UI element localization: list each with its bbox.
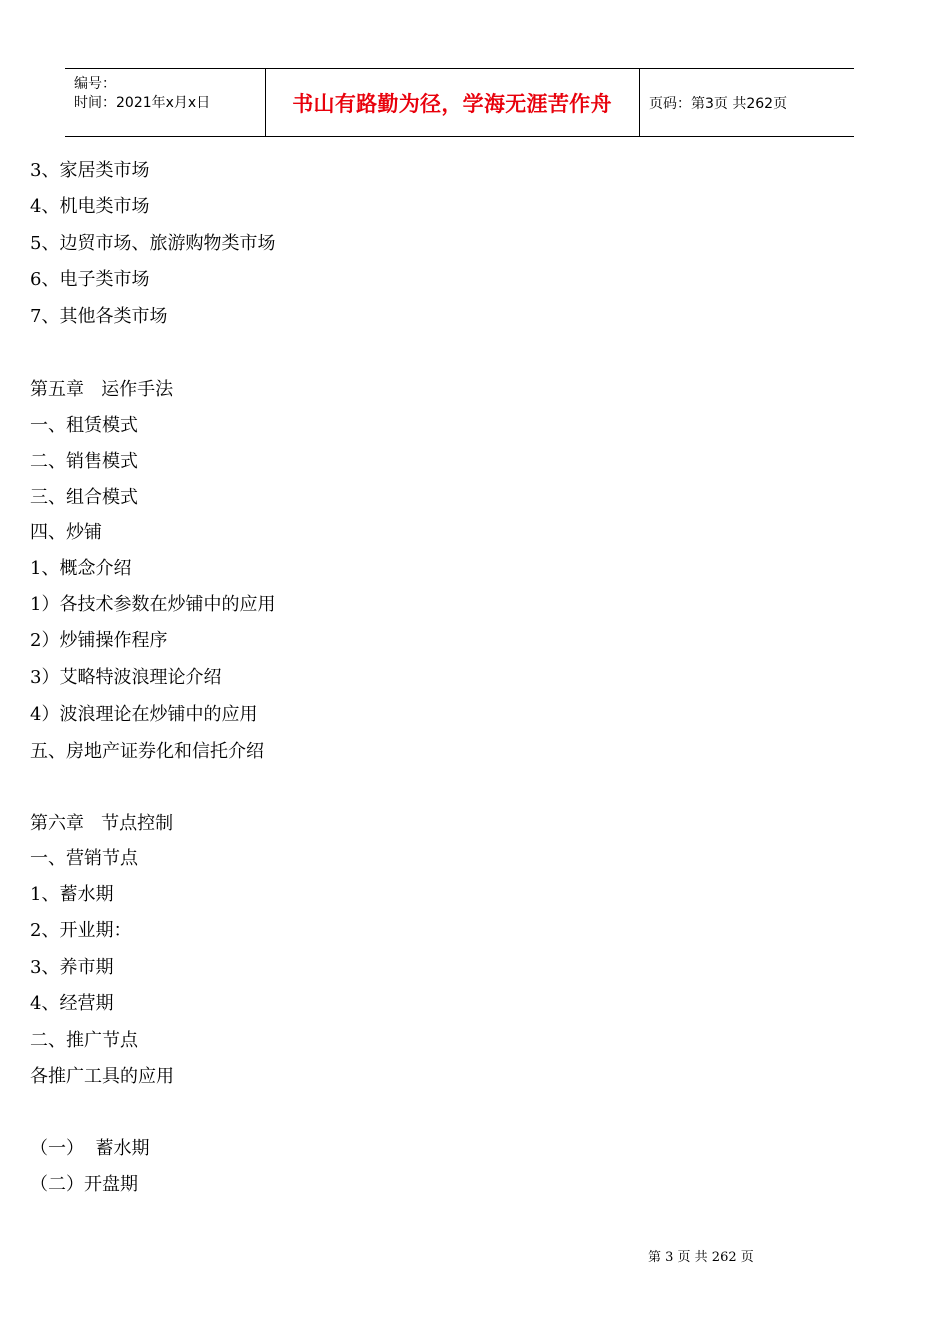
- chapter-heading: 第五章 运作手法: [30, 379, 174, 400]
- list-item: 4、机电类市场: [30, 196, 150, 217]
- document-time-label: 时间：2021年x月x日: [74, 95, 211, 111]
- list-item: 1）各技术参数在炒铺中的应用: [30, 594, 276, 615]
- list-item: 一、营销节点: [30, 848, 138, 869]
- list-item: 4）波浪理论在炒铺中的应用: [30, 704, 258, 725]
- list-item: 1、蓄水期: [30, 884, 114, 905]
- header-page-cell: [640, 69, 854, 136]
- list-item: 一、租赁模式: [30, 415, 138, 436]
- list-item: 五、房地产证券化和信托介绍: [30, 741, 264, 762]
- page-footer: 第 3 页 共 262 页: [648, 1250, 754, 1265]
- list-item: 5、边贸市场、旅游购物类市场: [30, 233, 276, 254]
- list-item: 3）艾略特波浪理论介绍: [30, 667, 222, 688]
- list-item: 1、概念介绍: [30, 558, 132, 579]
- header-meta-cell: [65, 69, 266, 136]
- list-item: 4、经营期: [30, 993, 114, 1014]
- chapter-heading: 第六章 节点控制: [30, 813, 174, 834]
- list-item: 3、家居类市场: [30, 160, 150, 181]
- list-item: 四、炒铺: [30, 522, 102, 543]
- list-item: 三、组合模式: [30, 487, 138, 508]
- header-motto: 书山有路勤为径，学海无涯苦作舟: [292, 91, 612, 116]
- list-item: （一） 蓄水期: [30, 1138, 150, 1159]
- list-item: （二）开盘期: [30, 1174, 138, 1195]
- document-number-label: 编号：: [74, 76, 116, 92]
- list-item: 6、电子类市场: [30, 269, 150, 290]
- list-item: 2）炒铺操作程序: [30, 630, 168, 651]
- list-item: 2、开业期：: [30, 920, 132, 941]
- document-header: [65, 68, 854, 137]
- list-item: 7、其他各类市场: [30, 306, 168, 327]
- list-item: 二、销售模式: [30, 451, 138, 472]
- header-motto-cell: [265, 69, 640, 136]
- list-item: 3、养市期: [30, 957, 114, 978]
- list-item: 各推广工具的应用: [30, 1066, 174, 1087]
- list-item: 二、推广节点: [30, 1030, 138, 1051]
- header-page-code: 页码：第3页 共262页: [649, 95, 788, 112]
